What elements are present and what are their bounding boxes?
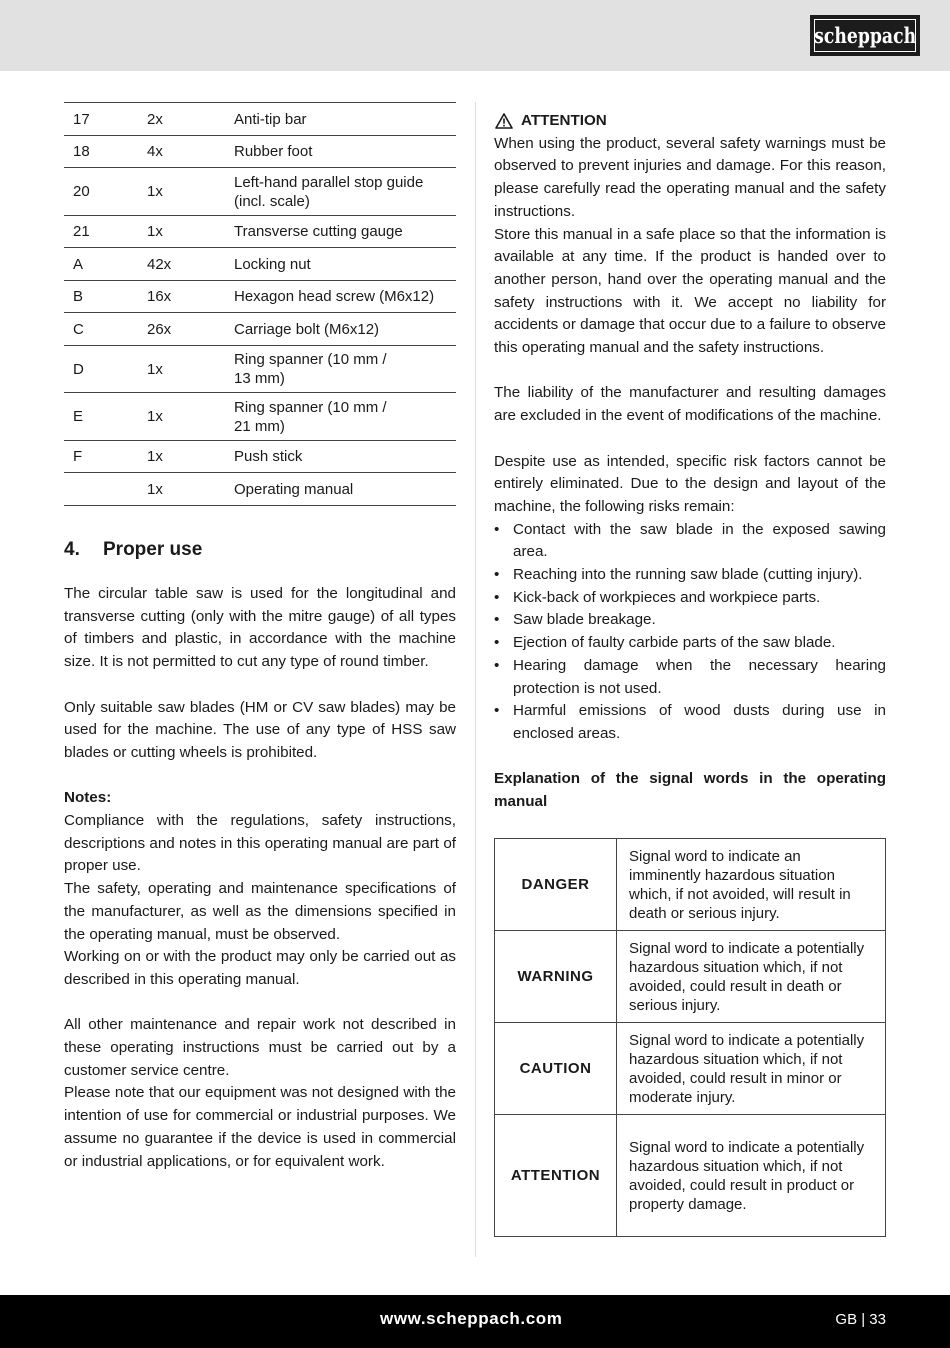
- parts-qty: 4x: [147, 143, 163, 160]
- website-link[interactable]: www.scheppach.com: [380, 1309, 563, 1328]
- parts-desc: Anti-tip bar: [234, 110, 307, 128]
- parts-qty: 16x: [147, 288, 172, 305]
- signal-word: ATTENTION: [495, 1115, 617, 1236]
- signal-description: Signal word to indicate a potentially hazardous situation which, if not avoided, could result in product or property damage.: [629, 1138, 865, 1213]
- parts-desc: Left-hand parallel stop guide (incl. scale): [234, 173, 424, 210]
- risks-list: [494, 519, 886, 746]
- parts-row: [64, 216, 456, 248]
- logo-text: scheppach: [814, 23, 916, 48]
- section-title: Proper use: [103, 539, 203, 560]
- parts-desc: Ring spanner (10 mm / 13 mm): [234, 351, 387, 387]
- right-column: [494, 110, 886, 816]
- parts-pos: F: [73, 448, 83, 465]
- signal-words-title: Explanation of the signal words in the operating manual: [494, 770, 886, 811]
- list-item: • Kick-back of workpieces and workpiece parts.: [494, 587, 886, 610]
- parts-qty: 2x: [147, 110, 163, 128]
- parts-desc: Hexagon head screw (M6x12): [234, 288, 435, 305]
- parts-row: [64, 281, 456, 313]
- parts-qty: 42x: [147, 255, 172, 273]
- list-item: • Ejection of faulty carbide parts of the saw blade.: [494, 632, 886, 655]
- parts-pos: B: [73, 288, 84, 305]
- table-row: [495, 931, 885, 1023]
- signal-description: Signal word to indicate a potentially hazardous situation which, if not avoided, could result in death or serious injury.: [629, 939, 865, 1014]
- warning-triangle-icon: [495, 113, 513, 129]
- list-item: • Saw blade breakage.: [494, 609, 886, 632]
- parts-pos: E: [73, 408, 84, 425]
- footer-bar: [0, 1295, 950, 1348]
- attention-heading: [494, 110, 886, 133]
- parts-desc: Rubber foot: [234, 143, 313, 160]
- parts-row: [64, 473, 456, 506]
- parts-pos: 20: [73, 183, 90, 200]
- parts-qty: 1x: [147, 480, 163, 498]
- proper-use-paragraph: The circular table saw is used for the longitudinal and transverse cutting (only with the mitre gauge) of all types of timbers and plastic, in accordance with the machine size. It is not permitted to cut any type of round timber.: [64, 585, 456, 671]
- parts-pos: A: [73, 255, 84, 273]
- list-item: • Reaching into the running saw blade (cutting injury).: [494, 564, 886, 587]
- parts-row: [64, 393, 456, 441]
- table-row: [495, 1115, 885, 1236]
- parts-desc: Operating manual: [234, 480, 354, 498]
- parts-pos: C: [73, 320, 84, 338]
- column-divider: [475, 102, 476, 1257]
- parts-desc: Transverse cutting gauge: [234, 223, 403, 240]
- parts-row: [64, 136, 456, 168]
- notes-paragraph: Compliance with the regulations, safety instructions, descriptions and notes in this operating manual are part of proper use.: [64, 812, 456, 875]
- parts-row: [64, 103, 456, 136]
- parts-qty: 1x: [147, 223, 163, 240]
- signal-description: Signal word to indicate a potentially hazardous situation which, if not avoided, could result in minor or moderate injury.: [629, 1031, 865, 1106]
- signal-word: DANGER: [495, 839, 617, 930]
- parts-pos: 18: [73, 143, 90, 160]
- parts-desc: Locking nut: [234, 255, 311, 273]
- signal-words-table: [494, 838, 886, 1237]
- parts-row: [64, 168, 456, 216]
- parts-qty: 1x: [147, 183, 163, 200]
- parts-row: [64, 313, 456, 346]
- notes-paragraph: Working on or with the product may only be carried out as described in this operating manual.: [64, 948, 456, 988]
- parts-pos: 21: [73, 223, 90, 240]
- section-heading: [64, 537, 456, 563]
- notes-label: Notes:: [64, 789, 112, 807]
- attention-paragraph: Store this manual in a safe place so that the information is available at any time. If the product is handed over to another person, hand over the operating manual and the safety instructions with it. We accept no liability for accidents or damage that occur due to a failure to observe this operating manual and the safety instructions.: [494, 225, 886, 357]
- liability-paragraph: The liability of the manufacturer and resulting damages are excluded in the event of modifications of the machine.: [494, 384, 886, 425]
- attention-label: ATTENTION: [521, 112, 607, 129]
- scheppach-logo: [810, 15, 920, 56]
- table-row: [495, 1023, 885, 1115]
- left-column: [64, 537, 456, 1173]
- parts-pos: 17: [73, 110, 90, 128]
- parts-table: [64, 102, 456, 506]
- notes-paragraph: The safety, operating and maintenance specifications of the manufacturer, as well as the dimensions specified in the operating manual, must be observed.: [64, 880, 456, 943]
- parts-desc: Ring spanner (10 mm / 21 mm): [234, 398, 387, 435]
- signal-description: Signal word to indicate an imminently hazardous situation which, if not avoided, will result in death or serious injury.: [629, 847, 851, 922]
- signal-word: CAUTION: [495, 1023, 617, 1114]
- parts-desc: Push stick: [234, 448, 303, 465]
- parts-pos: D: [73, 360, 84, 378]
- parts-qty: 1x: [147, 360, 163, 378]
- attention-paragraph: When using the product, several safety warnings must be observed to prevent injuries and damage. For this reason, please carefully read the operating manual and the safety instructions.: [494, 134, 886, 220]
- maintenance-paragraph: All other maintenance and repair work not described in these operating instructions must be carried out by a customer service centre.: [64, 1016, 456, 1079]
- table-row: [495, 839, 885, 931]
- header-band: [0, 0, 950, 71]
- section-number: 4.: [64, 539, 80, 560]
- parts-row: [64, 346, 456, 393]
- saw-blades-paragraph: Only suitable saw blades (HM or CV saw blades) may be used for the machine. The use of any type of HSS saw blades or cutting wheels is prohibited.: [64, 698, 456, 761]
- signal-word: WARNING: [495, 931, 617, 1022]
- parts-qty: 1x: [147, 448, 163, 465]
- list-item: • Contact with the saw blade in the exposed sawing area.: [494, 519, 886, 564]
- page-number: GB | 33: [835, 1311, 886, 1328]
- parts-qty: 26x: [147, 320, 172, 338]
- parts-qty: 1x: [147, 408, 163, 425]
- commercial-use-paragraph: Please note that our equipment was not designed with the intention of use for commercial or industrial purposes. We assume no guarantee if the device is used in commercial or industrial applications, or for equivalent work.: [64, 1084, 456, 1170]
- parts-row: [64, 248, 456, 281]
- parts-row: [64, 441, 456, 473]
- list-item: • Hearing damage when the necessary hearing protection is not used.: [494, 655, 886, 700]
- risks-intro: Despite use as intended, specific risk factors cannot be entirely eliminated. Due to the design and layout of the machine, the following risks remain:: [494, 452, 886, 515]
- parts-desc: Carriage bolt (M6x12): [234, 320, 380, 338]
- list-item: • Harmful emissions of wood dusts during use in enclosed areas.: [494, 700, 886, 745]
